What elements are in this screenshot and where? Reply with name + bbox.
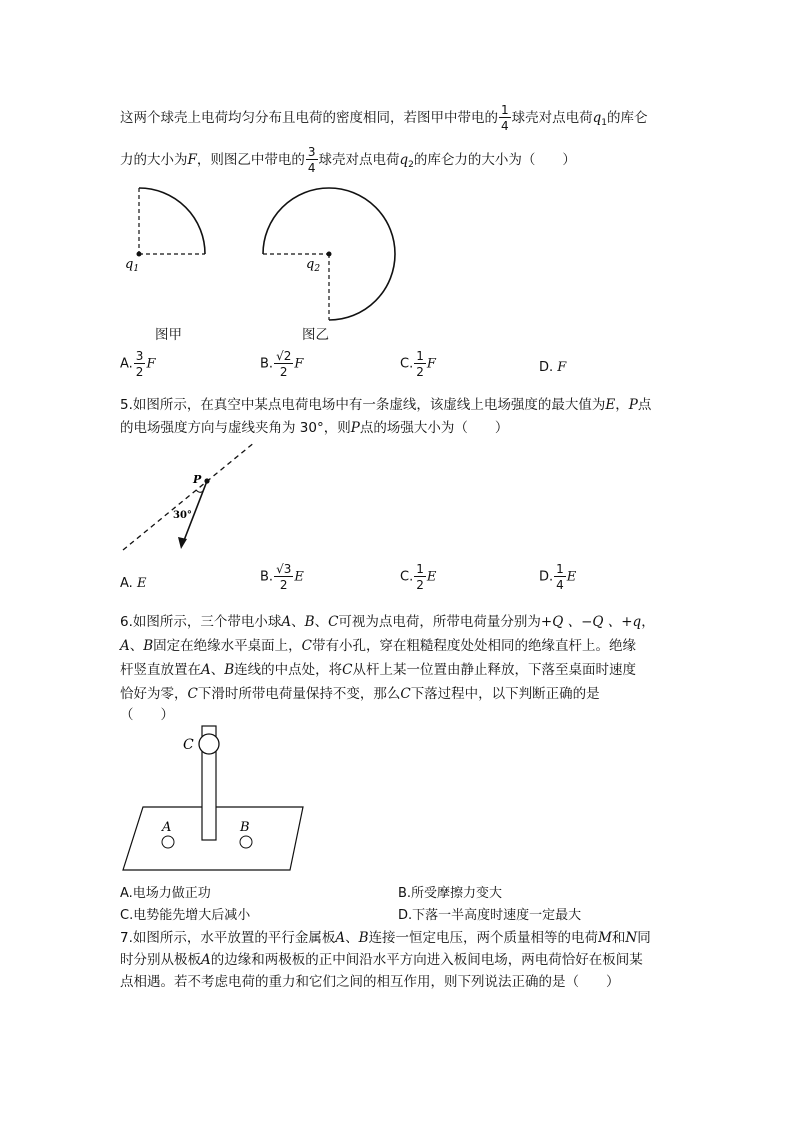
q1-label: $q_1$ — [125, 257, 140, 274]
q4-option-d[interactable]: D. F — [539, 360, 567, 375]
q7-line-3: 点相遇。若不考虑电荷的重力和它们之间的相互作用，则下列说法正确的是（ ） — [120, 974, 620, 990]
q6-option-b[interactable]: B.所受摩擦力变大 — [398, 886, 503, 901]
q4-option-a[interactable]: A. $\frac{3}{2}$ F — [120, 349, 156, 379]
q5-option-c[interactable]: C. $\frac{1}{2}$ E — [400, 562, 437, 592]
q6-line-1: 6.如图所示，三个带电小球A、B、C可视为点电荷，所带电荷量分别为+Q 、−Q 、+q， — [120, 614, 655, 630]
q5-option-a[interactable]: A. E — [120, 576, 147, 591]
q6-line-2: A、B固定在绝缘水平桌面上，C带有小孔，穿在粗糙程度处处相同的绝缘直杆上。绝缘 — [120, 638, 637, 654]
q5-option-b[interactable]: B. $\frac{√3}{2}$ E — [260, 562, 304, 592]
figure-quarter-shell — [125, 188, 205, 274]
field-line-figure — [115, 440, 265, 560]
q6-option-a[interactable]: A.电场力做正功 — [120, 886, 211, 901]
q4-line-2: 力的大小为F，则图乙中带电的 $\frac{3}{4}$ 球壳对点电荷$q_2$的库仑力的大小为（ ） — [120, 145, 576, 175]
ball-c-label: C — [183, 737, 194, 753]
q6-option-d[interactable]: D.下落一半高度时速度一定最大 — [398, 908, 582, 923]
q4-option-c[interactable]: C. $\frac{1}{2}$ F — [400, 349, 436, 379]
q5-line-2: 的电场强度方向与虚线夹角为 30°，则P点的场强大小为（ ） — [120, 420, 509, 436]
ball-a-label: A — [162, 820, 172, 835]
q6-line-3: 杆竖直放置在A、B连线的中点处，将C从杆上某一位置由静止释放，下落至桌面时速度 — [120, 662, 637, 678]
fraction-quarter: $\frac{1}{4}$ — [501, 103, 509, 133]
q7-line-2: 时分别从极板A的边缘和两极板的正中间沿水平方向进入板间电场，两电荷恰好在板间某 — [120, 952, 643, 968]
q4-line-1: 这两个球壳上电荷均匀分布且电荷的密度相同，若图甲中带电的 $\frac{1}{4}$ 球壳对点电荷$q_1$的库仑 — [120, 103, 648, 133]
fraction-three-quarters: $\frac{3}{4}$ — [307, 145, 316, 175]
q4-option-b[interactable]: B. $\frac{√2}{2}$ F — [260, 349, 304, 379]
q7-line-1: 7.如图所示，水平放置的平行金属板A、B连接一恒定电压，两个质量相等的电荷M和N同 — [120, 930, 651, 946]
caption-right: 图乙 — [302, 327, 329, 343]
q6-line-5: （ ） — [120, 707, 174, 723]
q5-line-1: 5.如图所示，在真空中某点电荷电场中有一条虚线，该虚线上电场强度的最大值为E，P点 — [120, 397, 652, 413]
q5-option-d[interactable]: D. $\frac{1}{4}$ E — [539, 562, 577, 592]
q6-option-c[interactable]: C.电势能先增大后减小 — [120, 908, 251, 923]
point-p-label: P — [193, 473, 202, 486]
rod-table-figure — [115, 720, 315, 880]
caption-left: 图甲 — [155, 327, 182, 343]
figure-three-quarter-shell — [263, 188, 395, 320]
q6-line-4: 恰好为零，C下滑时所带电荷量保持不变，那么C下落过程中，以下判断正确的是 — [120, 686, 600, 702]
q2-label: $q_2$ — [306, 257, 321, 274]
ball-b-label: B — [240, 820, 250, 835]
angle-label: 30° — [173, 510, 192, 521]
